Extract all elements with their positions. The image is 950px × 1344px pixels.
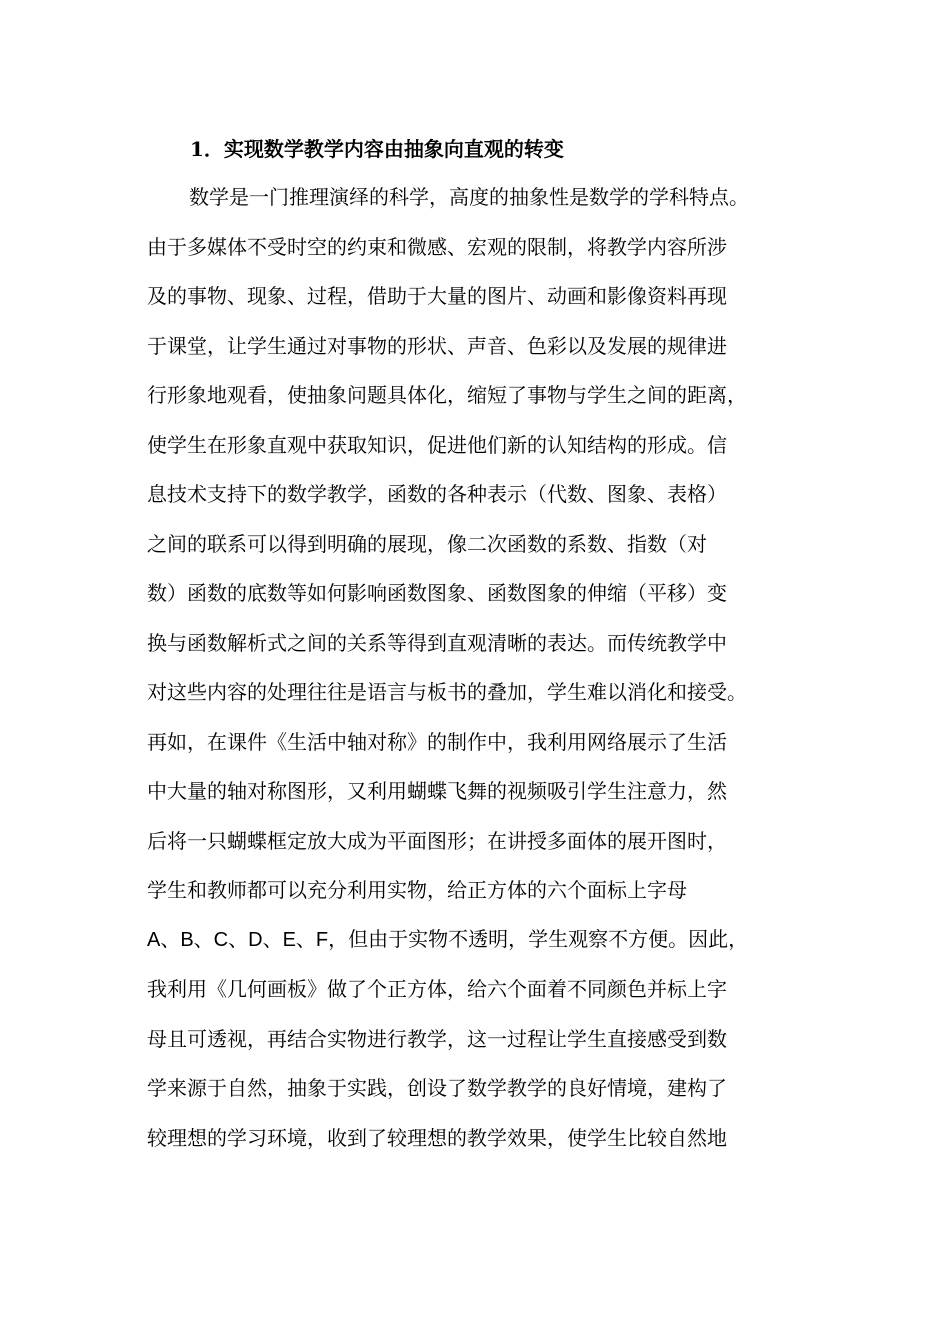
text-line: 后将一只蝴蝶框定放大成为平面图形；在讲授多面体的展开图时，: [147, 828, 727, 853]
section-heading: 1．实现数学教学内容由抽象向直观的转变: [190, 137, 564, 161]
text-line: 中大量的轴对称图形，又利用蝴蝶飞舞的视频吸引学生注意力，然: [147, 779, 727, 803]
text-line: 数）函数的底数等如何影响函数图象、函数图象的伸缩（平移）变: [147, 581, 727, 605]
text-line: 数学是一门推理演绎的科学，高度的抽象性是数学的学科特点。: [189, 185, 749, 209]
text-line: 之间的联系可以得到明确的展现，像二次函数的系数、指数（对: [147, 531, 707, 556]
text-line: 我利用《几何画板》做了个正方体，给六个面着不同颜色并标上字: [147, 977, 727, 1001]
text-line: 于课堂，让学生通过对事物的形状、声音、色彩以及发展的规律进: [147, 333, 727, 358]
text-line: 行形象地观看，使抽象问题具体化，缩短了事物与学生之间的距离，: [147, 383, 747, 407]
text-line: 学来源于自然，抽象于实践，创设了数学教学的良好情境，建构了: [147, 1076, 727, 1100]
text-line: 及的事物、现象、过程，借助于大量的图片、动画和影像资料再现: [147, 284, 727, 308]
text-line: 由于多媒体不受时空的约束和微感、宏观的限制，将教学内容所涉: [147, 234, 727, 259]
paragraph-body: [147, 173, 827, 1163]
text-line: 息技术支持下的数学教学，函数的各种表示（代数、图象、表格）: [147, 482, 727, 506]
text-line: 母且可透视，再结合实物进行教学，这一过程让学生直接感受到数: [147, 1026, 727, 1051]
text-line: 对这些内容的处理往往是语言与板书的叠加，学生难以消化和接受。: [147, 680, 747, 704]
text-line: A、B、C、D、E、F，但由于实物不透明，学生观察不方便。因此，: [147, 928, 749, 951]
text-line: 使学生在形象直观中获取知识，促进他们新的认知结构的形成。信: [147, 432, 727, 457]
text-line: 较理想的学习环境，收到了较理想的教学效果，使学生比较自然地: [147, 1125, 727, 1150]
text-line: 学生和教师都可以充分利用实物，给正方体的六个面标上字母: [147, 878, 687, 902]
text-line: 换与函数解析式之间的关系等得到直观清晰的表达。而传统教学中: [147, 630, 727, 655]
text-line: 再如，在课件《生活中轴对称》的制作中，我利用网络展示了生活: [147, 729, 727, 754]
